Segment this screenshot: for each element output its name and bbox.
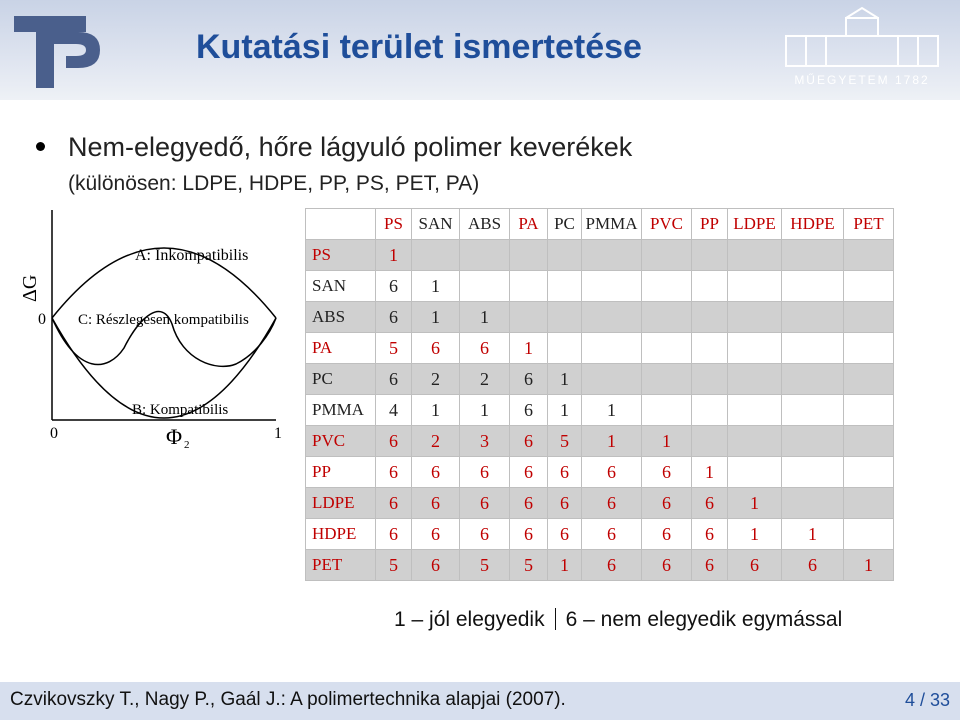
table-legend — [394, 608, 842, 632]
table-cell — [782, 240, 844, 271]
table-cell — [642, 271, 692, 302]
free-energy-diagram — [0, 200, 300, 460]
row-header: ABS — [306, 302, 376, 333]
table-cell — [844, 271, 894, 302]
table-cell: 6 — [582, 488, 642, 519]
table-cell: 6 — [692, 519, 728, 550]
table-cell — [460, 240, 510, 271]
table-cell: 5 — [376, 550, 412, 581]
column-header: PET — [844, 209, 894, 240]
row-header: PET — [306, 550, 376, 581]
table-cell: 1 — [728, 519, 782, 550]
table-cell — [548, 302, 582, 333]
table-cell: 2 — [412, 364, 460, 395]
row-header: PS — [306, 240, 376, 271]
table-cell: 1 — [782, 519, 844, 550]
y-zero-label: 0 — [38, 311, 46, 328]
table-cell — [728, 364, 782, 395]
table-cell: 6 — [548, 488, 582, 519]
table-cell: 1 — [548, 395, 582, 426]
table-cell — [510, 240, 548, 271]
table-cell: 6 — [728, 550, 782, 581]
table-cell — [844, 364, 894, 395]
table-corner-cell — [306, 209, 376, 240]
table-cell: 6 — [412, 488, 460, 519]
page-number: 4 / 33 — [904, 690, 950, 710]
table-cell — [642, 240, 692, 271]
table-cell: 6 — [510, 488, 548, 519]
table-cell — [844, 395, 894, 426]
table-cell — [642, 364, 692, 395]
table-cell: 2 — [460, 364, 510, 395]
table-cell — [692, 333, 728, 364]
table-cell — [782, 426, 844, 457]
table-cell — [728, 271, 782, 302]
row-header: SAN — [306, 271, 376, 302]
table-cell: 6 — [510, 364, 548, 395]
table-cell: 1 — [548, 364, 582, 395]
table-header-row — [306, 209, 894, 240]
table-cell — [728, 457, 782, 488]
curve-b-label: B: Kompatibilis — [132, 402, 229, 418]
compatibility-table — [305, 208, 894, 581]
row-header: PC — [306, 364, 376, 395]
table-cell — [582, 271, 642, 302]
table-cell — [844, 426, 894, 457]
table-cell: 6 — [460, 519, 510, 550]
table-cell — [728, 240, 782, 271]
bullet-sub-text: (különösen: LDPE, HDPE, PP, PS, PET, PA) — [68, 172, 480, 195]
citation-text: Czvikovszky T., Nagy P., Gaál J.: A polimertechnika alapjai (2007). — [10, 689, 566, 710]
table-cell — [412, 240, 460, 271]
table-cell — [782, 333, 844, 364]
table-cell: 6 — [460, 488, 510, 519]
table-cell: 1 — [412, 302, 460, 333]
column-header: LDPE — [728, 209, 782, 240]
table-cell: 6 — [582, 457, 642, 488]
table-cell: 6 — [582, 519, 642, 550]
table-cell: 1 — [412, 395, 460, 426]
table-cell: 6 — [412, 550, 460, 581]
column-header: PS — [376, 209, 412, 240]
table-cell: 6 — [376, 488, 412, 519]
row-header: PA — [306, 333, 376, 364]
table-row — [306, 488, 894, 519]
row-header: PP — [306, 457, 376, 488]
table-cell: 1 — [376, 240, 412, 271]
bullet-point-icon — [36, 142, 45, 151]
table-cell: 6 — [642, 488, 692, 519]
table-cell: 1 — [582, 426, 642, 457]
legend-divider — [555, 608, 556, 630]
muegyetem-building-emblem — [776, 6, 948, 92]
table-cell: 6 — [460, 457, 510, 488]
column-header: PMMA — [582, 209, 642, 240]
bullet-main-text: Nem-elegyedő, hőre lágyuló polimer keverékek — [68, 132, 633, 162]
table-cell: 6 — [376, 457, 412, 488]
table-row — [306, 271, 894, 302]
table-cell: 6 — [376, 302, 412, 333]
table-cell: 6 — [510, 457, 548, 488]
table-cell — [692, 395, 728, 426]
table-cell: 6 — [376, 519, 412, 550]
table-cell — [692, 302, 728, 333]
table-cell — [844, 488, 894, 519]
table-cell — [844, 333, 894, 364]
table-row — [306, 333, 894, 364]
table-cell — [582, 333, 642, 364]
curve-a-label: A: Inkompatibilis — [135, 247, 249, 264]
legend-compatible: 1 – jól elegyedik — [394, 608, 545, 631]
table-cell — [582, 240, 642, 271]
table-cell — [782, 302, 844, 333]
row-header: PMMA — [306, 395, 376, 426]
table-cell: 6 — [460, 333, 510, 364]
table-row — [306, 240, 894, 271]
table-row — [306, 364, 894, 395]
column-header: SAN — [412, 209, 460, 240]
table-cell — [844, 240, 894, 271]
table-cell: 6 — [510, 519, 548, 550]
table-cell: 4 — [376, 395, 412, 426]
table-cell: 1 — [642, 426, 692, 457]
table-cell: 6 — [692, 488, 728, 519]
x-axis-subscript: 2 — [184, 439, 190, 451]
column-header: PC — [548, 209, 582, 240]
table-cell — [782, 488, 844, 519]
table-cell: 1 — [844, 550, 894, 581]
table-cell: 6 — [510, 426, 548, 457]
footer-bar — [0, 682, 960, 720]
table-cell: 5 — [460, 550, 510, 581]
table-cell — [510, 271, 548, 302]
table-cell: 6 — [548, 519, 582, 550]
table-cell: 3 — [460, 426, 510, 457]
table-cell — [728, 302, 782, 333]
table-cell: 1 — [412, 271, 460, 302]
table-cell — [844, 519, 894, 550]
table-cell: 1 — [460, 302, 510, 333]
table-cell: 6 — [376, 364, 412, 395]
table-cell: 6 — [642, 519, 692, 550]
table-cell: 6 — [412, 519, 460, 550]
table-cell: 5 — [510, 550, 548, 581]
column-header: PA — [510, 209, 548, 240]
table-cell — [582, 364, 642, 395]
table-cell — [782, 395, 844, 426]
table-cell: 6 — [510, 395, 548, 426]
y-axis-label: ΔG — [19, 274, 41, 302]
table-cell — [782, 364, 844, 395]
table-cell: 6 — [642, 550, 692, 581]
header-bar — [0, 0, 960, 100]
table-cell — [692, 240, 728, 271]
column-header: PP — [692, 209, 728, 240]
table-cell: 1 — [582, 395, 642, 426]
table-cell — [692, 271, 728, 302]
column-header: PVC — [642, 209, 692, 240]
table-cell: 1 — [548, 550, 582, 581]
table-cell: 6 — [376, 426, 412, 457]
table-cell — [782, 457, 844, 488]
table-row — [306, 426, 894, 457]
page-title: Kutatási terület ismertetése — [196, 28, 642, 66]
table-cell: 6 — [412, 457, 460, 488]
table-cell — [844, 457, 894, 488]
table-cell — [728, 426, 782, 457]
table-cell — [548, 271, 582, 302]
table-cell: 6 — [782, 550, 844, 581]
legend-incompatible: 6 – nem elegyedik egymással — [565, 608, 843, 631]
table-cell — [510, 302, 548, 333]
table-row — [306, 550, 894, 581]
table-cell: 5 — [376, 333, 412, 364]
table-cell — [642, 333, 692, 364]
table-cell: 1 — [692, 457, 728, 488]
table-cell — [460, 271, 510, 302]
table-row — [306, 302, 894, 333]
table-cell — [692, 426, 728, 457]
table-cell: 2 — [412, 426, 460, 457]
column-header: HDPE — [782, 209, 844, 240]
table-cell: 6 — [412, 333, 460, 364]
table-cell: 6 — [582, 550, 642, 581]
table-cell: 1 — [510, 333, 548, 364]
x-zero-label: 0 — [50, 425, 58, 442]
x-one-label: 1 — [274, 425, 282, 442]
table-cell: 6 — [692, 550, 728, 581]
column-header: ABS — [460, 209, 510, 240]
table-cell: 1 — [460, 395, 510, 426]
row-header: LDPE — [306, 488, 376, 519]
table-cell — [782, 271, 844, 302]
table-cell — [642, 395, 692, 426]
emblem-text: MŰEGYETEM 1782 — [794, 73, 930, 87]
table-cell — [728, 333, 782, 364]
row-header: HDPE — [306, 519, 376, 550]
table-cell — [642, 302, 692, 333]
x-axis-label: Φ — [166, 424, 183, 449]
table-row — [306, 519, 894, 550]
table-row — [306, 457, 894, 488]
table-cell — [692, 364, 728, 395]
table-row — [306, 395, 894, 426]
table-cell — [728, 395, 782, 426]
table-cell — [844, 302, 894, 333]
table-cell: 5 — [548, 426, 582, 457]
table-cell: 6 — [548, 457, 582, 488]
table-cell — [582, 302, 642, 333]
table-cell: 1 — [728, 488, 782, 519]
table-cell: 6 — [642, 457, 692, 488]
row-header: PVC — [306, 426, 376, 457]
curve-c-label: C: Részlegesen kompatibilis — [78, 312, 249, 328]
table-cell — [548, 333, 582, 364]
table-cell: 6 — [376, 271, 412, 302]
university-logo-icon — [8, 6, 118, 94]
table-cell — [548, 240, 582, 271]
